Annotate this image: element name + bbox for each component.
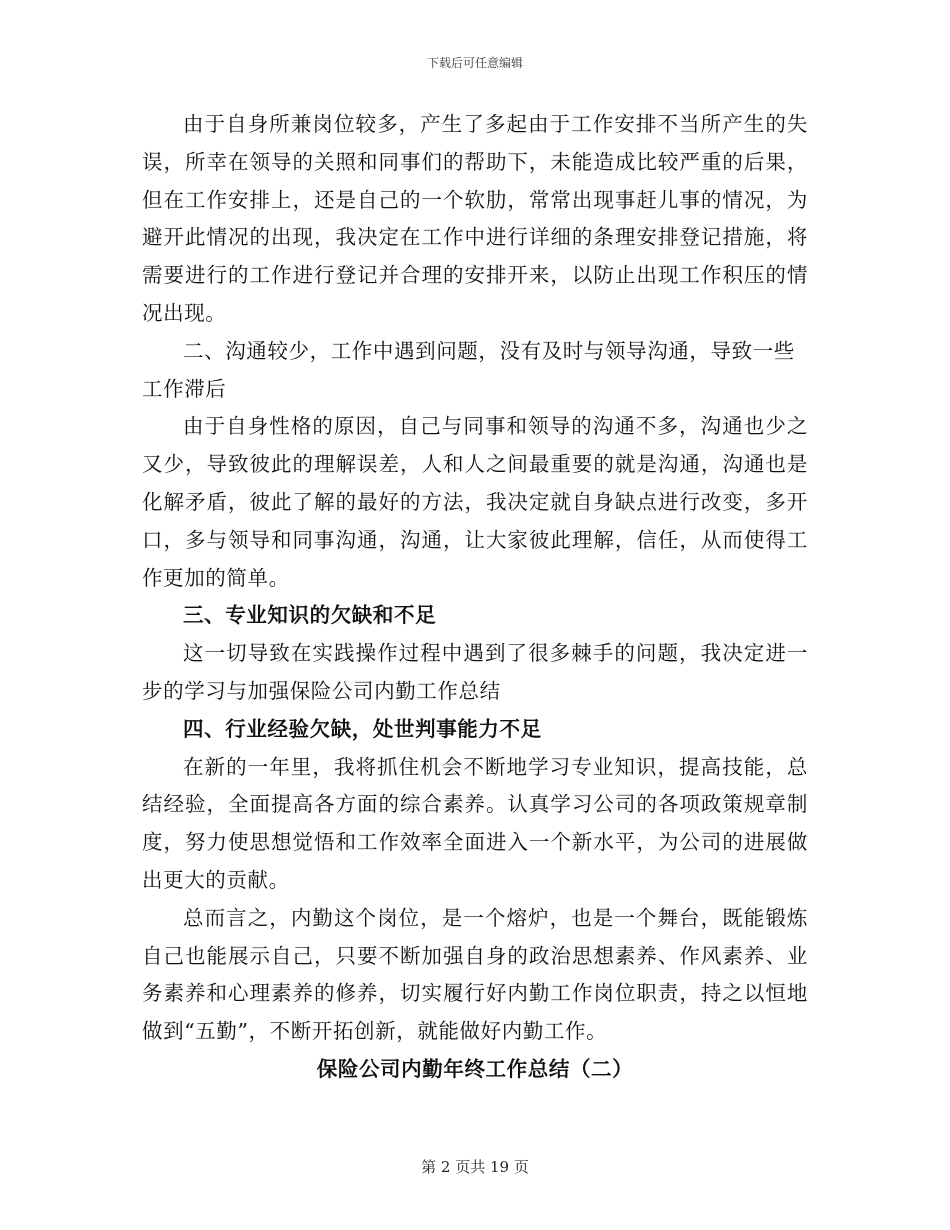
paragraph-work-arrangement: 由于自身所兼岗位较多，产生了多起由于工作安排不当所产生的失误，所幸在领导的关照和同事们的帮助下，未能造成比较严重的后果，但在工作安排上，还是自己的一个软肋，常常出现事赶儿事的情况，为避开此情况的出现，我决定在工作中进行详细的条理安排登记措施，将需要进行的工作进行登记并合理的安排开来，以防止出现工作积压的情况出现。 bbox=[142, 112, 808, 325]
document-body bbox=[142, 106, 808, 1089]
paragraph-new-year-plan: 在新的一年里，我将抓住机会不断地学习专业知识，提高技能，总结经验，全面提高各方面的综合素养。认真学习公司的各项政策规章制度，努力使思想觉悟和工作效率全面进入一个新水平，为公司的进展做出更大的贡献。 bbox=[142, 754, 808, 892]
paragraph-communication: 由于自身性格的原因，自己与同事和领导的沟通不多，沟通也少之又少，导致彼此的理解误差，人和人之间最重要的就是沟通，沟通也是化解矛盾，彼此了解的最好的方法，我决定就自身缺点进行改变，多开口，多与领导和同事沟通，沟通，让大家彼此理解，信任，从而使得工作更加的简单。 bbox=[142, 414, 808, 590]
section-title-part-two: 保险公司内勤年终工作总结（二） bbox=[316, 1056, 634, 1081]
heading-industry-experience: 四、行业经验欠缺，处世判事能力不足 bbox=[183, 716, 542, 741]
paragraph-conclusion: 总而言之，内勤这个岗位，是一个熔炉，也是一个舞台，既能锻炼自己也能展示自己，只要不断加强自身的政治思想素养、作风素养、业务素养和心理素养的修养，切实履行好内勤工作岗位职责，持之以恒地做到“五勤”，不断开拓创新，就能做好内勤工作。 bbox=[142, 905, 808, 1044]
page-header-note: 下载后可任意编辑 bbox=[426, 56, 523, 70]
heading-professional-knowledge: 三、专业知识的欠缺和不足 bbox=[183, 603, 437, 628]
page-number-footer: 第 2 页共 19 页 bbox=[421, 1158, 529, 1176]
paragraph-professional-knowledge: 这一切导致在实践操作过程中遇到了很多棘手的问题，我决定进一步的学习与加强保险公司内勤工作总结 bbox=[142, 641, 808, 703]
heading-communication: 二、沟通较少，工作中遇到问题，没有及时与领导沟通，导致一些工作滞后 bbox=[142, 338, 795, 401]
